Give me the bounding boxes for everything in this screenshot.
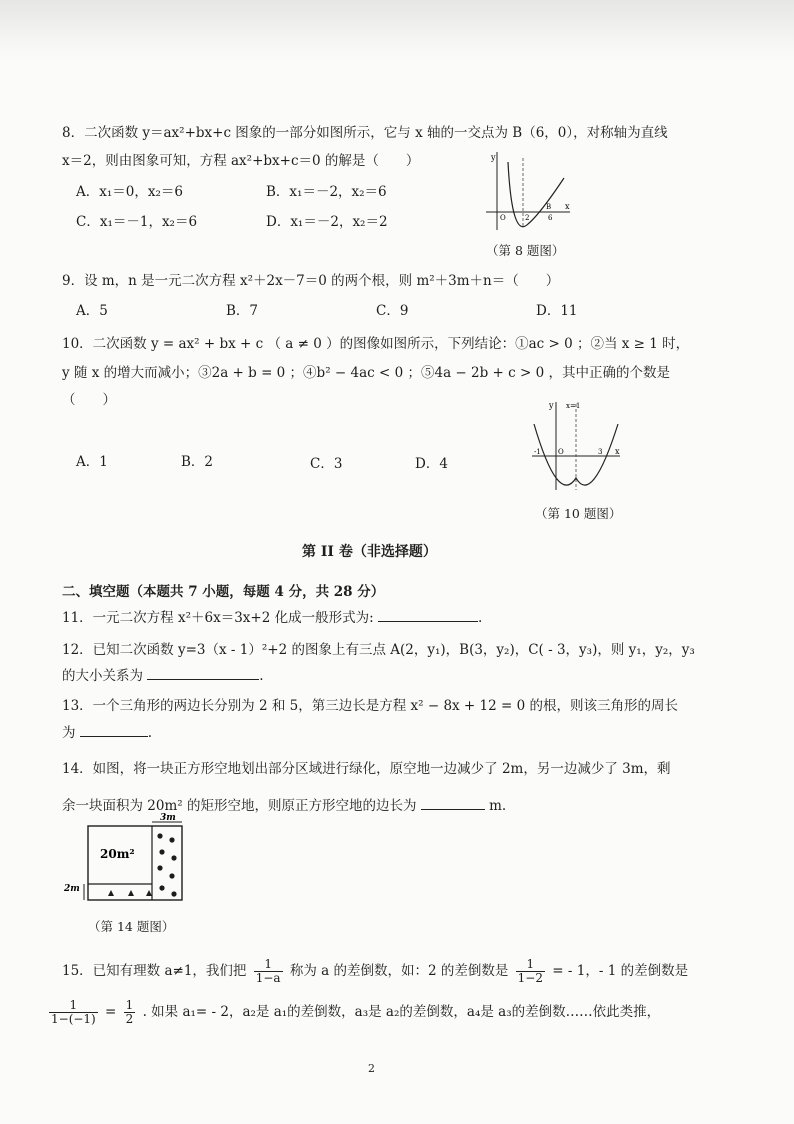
q8-line2: x＝2，则由图象可知，方程 ax²+bx+c＝0 的解是（ ） [62, 153, 420, 169]
q8-tick-2: 2 [525, 214, 530, 222]
q10-option-d: D．4 [415, 456, 448, 472]
q14-left-label: 2m [64, 884, 80, 894]
q13-text: 为 [62, 725, 76, 741]
q15-fraction-1 [254, 958, 283, 985]
q9-option-b: B．7 [226, 303, 259, 319]
q10-option-c: C．3 [310, 456, 343, 472]
q10-y-label: y [549, 401, 554, 410]
q14-outer-square [88, 826, 182, 900]
q11-line1 [62, 607, 482, 627]
q13-line1: 13．一个三角形的两边长分别为 2 和 5，第三边长是方程 x² − 8x + 12 = 0 的根，则该三角形的周长 [62, 698, 678, 714]
q15-fraction-2 [516, 958, 545, 985]
q14-answer-blank[interactable] [421, 795, 485, 810]
q10-tick-neg1: -1 [534, 448, 541, 456]
q12-text: 的大小关系为 [62, 668, 143, 684]
fill-in-section-heading: 二、填空题（本题共 7 小题，每题 4 分，共 28 分） [62, 584, 385, 600]
q15-f4-den: 2 [125, 1012, 134, 1026]
q12-answer-blank[interactable] [147, 665, 259, 680]
q9-option-d: D．11 [536, 303, 578, 319]
q8-option-d: D．x₁＝－2，x₂＝2 [266, 214, 388, 230]
q15-fraction-3 [49, 999, 98, 1026]
q10-line2: y 随 x 的增大而减小；③2a + b = 0 ；④b² − 4ac < 0 ；⑤4a − 2b + c > 0 ，其中正确的个数是 [62, 365, 670, 381]
q8-point-b: B [546, 203, 552, 211]
q15-line2 [46, 996, 660, 1028]
q10-line3: （ ） [62, 392, 116, 408]
q14-top-label: 3m [160, 813, 176, 823]
q8-option-c: C．x₁＝－1，x₂＝6 [76, 214, 198, 230]
q10-origin-label: O [558, 448, 564, 456]
q11-text: 11．一元二次方程 x²＋6x＝3x+2 化成一般形式为: [62, 610, 374, 626]
page-number: 2 [368, 1062, 375, 1075]
q10-option-a: A．1 [76, 454, 108, 470]
q14-caption: （第 14 题图） [88, 919, 175, 934]
q15-line1 [62, 955, 688, 987]
q15-f1-num: 1 [254, 958, 283, 972]
q15-f1-den: 1−a [255, 971, 281, 985]
q10-x-label: x [615, 447, 620, 456]
q10-line1: 10．二次函数 y = ax² + bx + c （ a ≠ 0 ）的图像如图所示，下列结论：①ac > 0 ；②当 x ≥ 1 时， [62, 336, 690, 352]
q14-text: 余一块面积为 20m² 的矩形空地，则原正方形空地的边长为 [62, 798, 417, 814]
q8-line1: 8．二次函数 y＝ax²+bx+c 图象的一部分如图所示，它与 x 轴的一交点为 B（6，0），对称轴为直线 [62, 125, 668, 141]
q8-parabola-curve [508, 162, 564, 227]
q15-rest: . 如果 a₁= - 2，a₂是 a₁的差倒数，a₃是 a₂的差倒数，a₄是 a₃的差倒数……依此类推， [142, 1004, 661, 1020]
q8-caption: （第 8 题图） [486, 243, 565, 258]
q11-answer-blank[interactable] [378, 607, 478, 622]
q12-line1: 12．已知二次函数 y=3（x - 1）²+2 的图象上有三点 A(2，y₁)，B(3，y₂)，C( - 3，y₃)，则 y₁，y₂，y₃ [62, 642, 695, 658]
q14-area-label: 20m² [100, 847, 135, 861]
q15-fraction-4 [124, 999, 136, 1026]
q8-y-label: y [491, 153, 496, 162]
q13-line2: 为 . [62, 722, 152, 742]
q14-square-figure [58, 810, 198, 910]
q8-tick-6: 6 [548, 214, 553, 222]
part2-title: 第 II 卷（非选择题） [302, 544, 437, 560]
q13-answer-blank[interactable] [80, 722, 148, 737]
q10-caption: （第 10 题图） [535, 506, 622, 521]
q10-option-b: B．2 [181, 454, 214, 470]
q15-f4-num: 1 [125, 998, 134, 1012]
q15-lead: 15．已知有理数 a≠1，我们把 [62, 963, 247, 979]
q14-unit: m. [489, 798, 507, 814]
q9-line1: 9．设 m，n 是一元二次方程 x²＋2x－7＝0 的两个根，则 m²＋3m＋n＝（ ） [62, 273, 560, 289]
q15-f3-num: 1 [49, 999, 98, 1013]
q10-tick-3: 3 [598, 448, 603, 456]
q10-axis-label: x=1 [566, 402, 581, 410]
q10-parabola-figure [528, 396, 624, 494]
q8-parabola-figure [482, 148, 574, 232]
q14-planting-marks [108, 833, 177, 896]
q15-f2-num: 1 [516, 958, 545, 972]
q9-option-c: C．9 [376, 303, 409, 319]
q12-line2: 的大小关系为 . [62, 665, 264, 685]
q14-line1: 14．如图，将一块正方形空地划出部分区域进行绿化，原空地一边减少了 2m，另一边减少了 3m，剩 [62, 761, 671, 777]
q15-eq: = [105, 1004, 117, 1020]
q15-mid2: = - 1，- 1 的差倒数是 [552, 963, 689, 979]
q8-option-a: A．x₁＝0，x₂＝6 [76, 184, 183, 200]
q11-end: . [477, 610, 483, 626]
q15-mid1: 称为 a 的差倒数，如：2 的差倒数是 [289, 963, 509, 979]
q15-f2-den: 1−2 [517, 971, 543, 985]
q8-option-b: B．x₁＝－2，x₂＝6 [266, 184, 387, 200]
q8-origin-label: O [500, 214, 506, 222]
page-edge-shadow [0, 0, 794, 62]
q15-f3-den: 1−(−1) [51, 1012, 96, 1026]
q8-x-label: x [565, 202, 570, 211]
q9-option-a: A．5 [76, 303, 108, 319]
